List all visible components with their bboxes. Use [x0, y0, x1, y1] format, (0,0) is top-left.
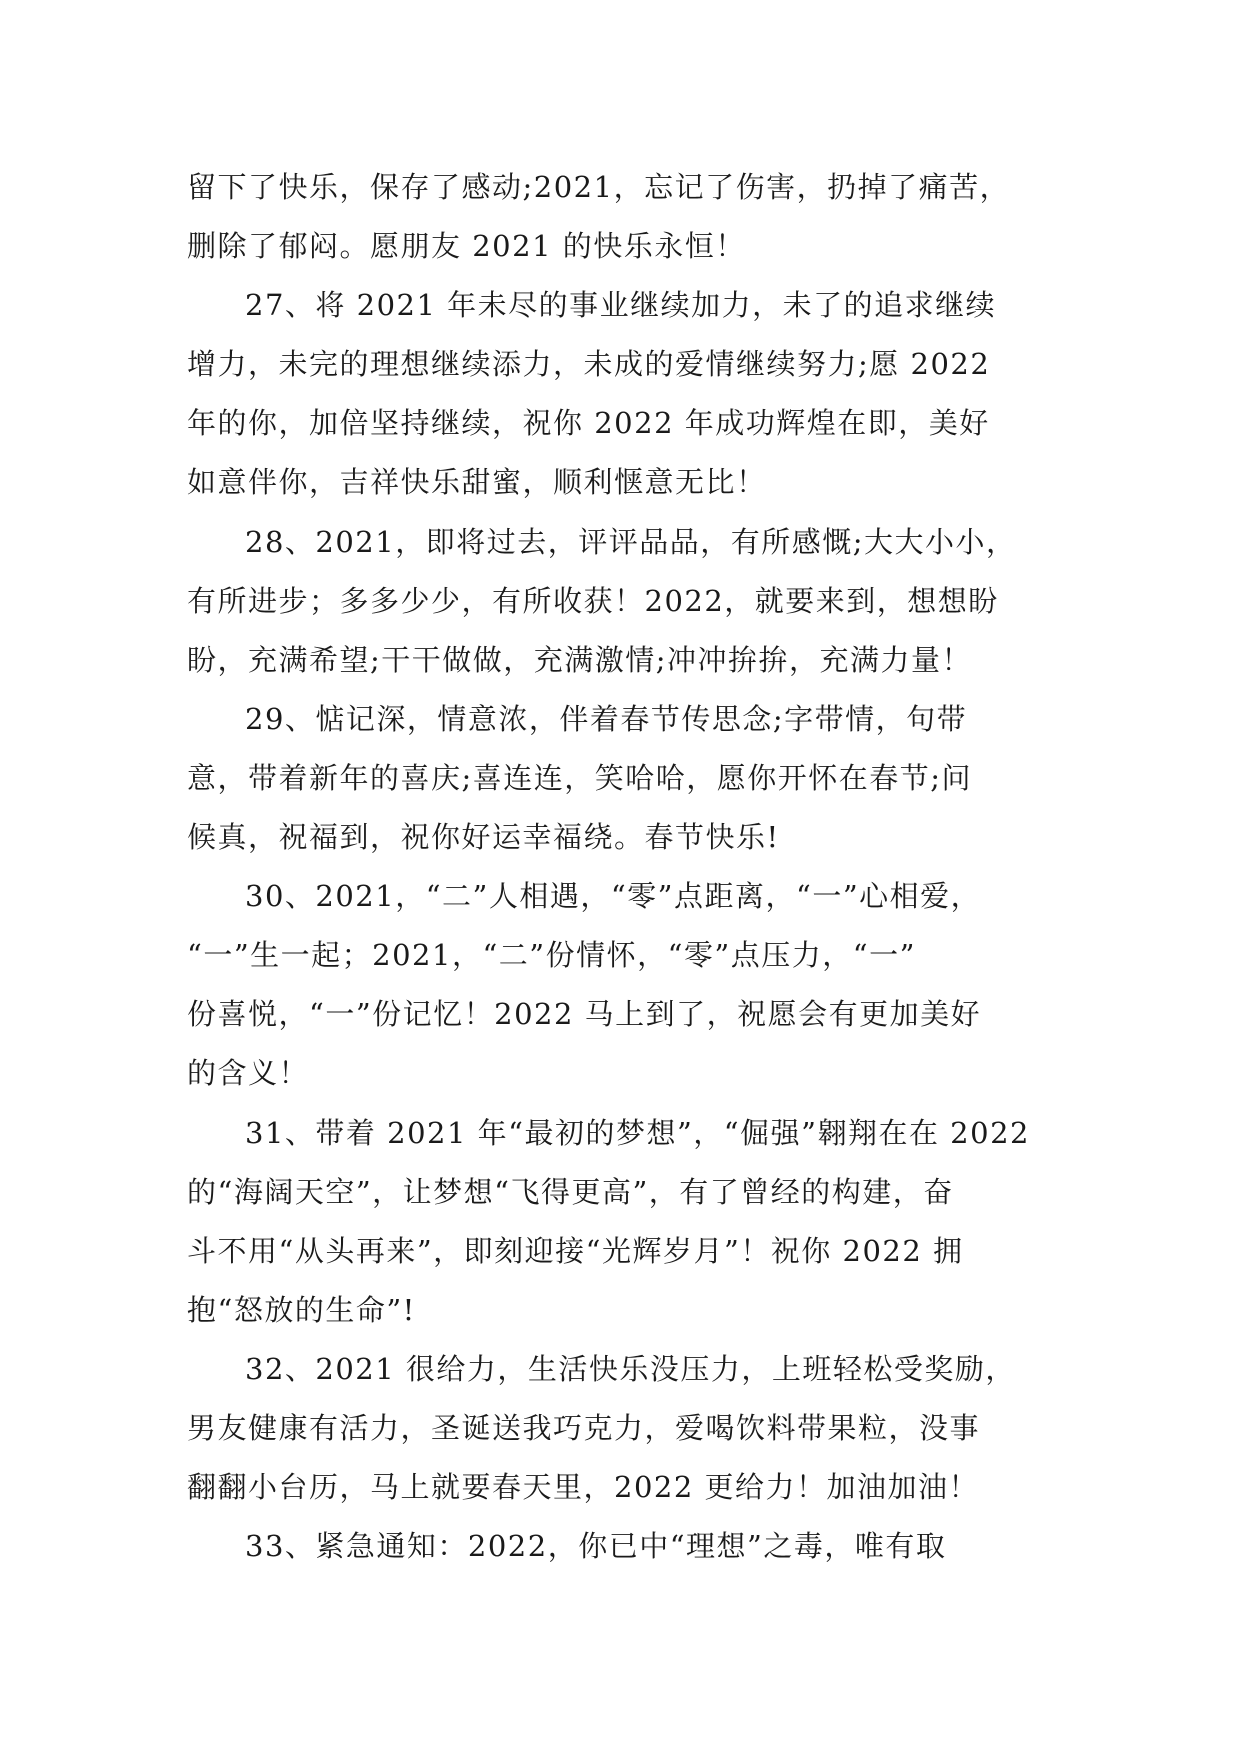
paragraph-start-line: 32、2021 很给力，生活快乐没压力，上班轻松受奖励， — [245, 1351, 1016, 1386]
text-line: 意，带着新年的喜庆;喜连连，笑哈哈，愿你开怀在春节;问 — [187, 760, 973, 795]
text-line: 盼，充满希望;干干做做，充满激情;冲冲拚拚，充满力量！ — [187, 642, 973, 677]
text-line: 年的你，加倍坚持继续，祝你 2022 年成功辉煌在即，美好 — [187, 406, 990, 441]
text-line: 如意伴你，吉祥快乐甜蜜，顺利惬意无比！ — [187, 465, 767, 500]
text-line: 份喜悦，“一”份记忆！2022 马上到了，祝愿会有更加美好 — [187, 997, 982, 1032]
text-line: 翻翻小台历，马上就要春天里，2022 更给力！加油加油！ — [187, 1470, 980, 1505]
text-line: 候真，祝福到，祝你好运幸福绕。春节快乐! — [187, 820, 780, 855]
paragraph-start-line: 33、紧急通知：2022，你已中“理想”之毒，唯有取 — [245, 1529, 947, 1564]
text-line: 的“海阔天空”，让梦想“飞得更高”，有了曾经的构建，奋 — [187, 1174, 954, 1209]
paragraph-start-line: 27、将 2021 年未尽的事业继续加力，未了的追求继续 — [245, 288, 997, 323]
paragraph-start-line: 30、2021，“二”人相遇，“零”点距离，“一”心相爱， — [245, 879, 982, 914]
document-body — [187, 158, 1087, 1576]
text-line: 删除了郁闷。愿朋友 2021 的快乐永恒！ — [187, 229, 746, 264]
text-line: 抱“怒放的生命”! — [187, 1292, 416, 1327]
text-line: 斗不用“从头再来”，即刻迎接“光辉岁月”！祝你 2022 拥 — [187, 1233, 964, 1268]
text-line: 男友健康有活力，圣诞送我巧克力，爱喝饮料带果粒，没事 — [187, 1410, 981, 1445]
text-line: “一”生一起；2021，“二”份情怀，“零”点压力，“一” — [187, 938, 916, 973]
text-line: 的含义！ — [187, 1056, 310, 1091]
text-line: 有所进步；多多少少，有所收获！2022，就要来到，想想盼 — [187, 583, 999, 618]
text-line: 留下了快乐，保存了感动;2021，忘记了伤害，扔掉了痛苦， — [187, 170, 1011, 204]
text-line: 增力，未完的理想继续添力，未成的爱情继续努力;愿 2022 — [187, 347, 991, 382]
paragraph-start-line: 28、2021，即将过去，评评品品，有所感慨;大大小小， — [245, 524, 1017, 559]
paragraph-start-line: 31、带着 2021 年“最初的梦想”，“倔强”翱翔在在 2022 — [245, 1115, 1030, 1150]
paragraph-start-line: 29、惦记深，情意浓，伴着春节传思念;字带情，句带 — [245, 701, 968, 736]
